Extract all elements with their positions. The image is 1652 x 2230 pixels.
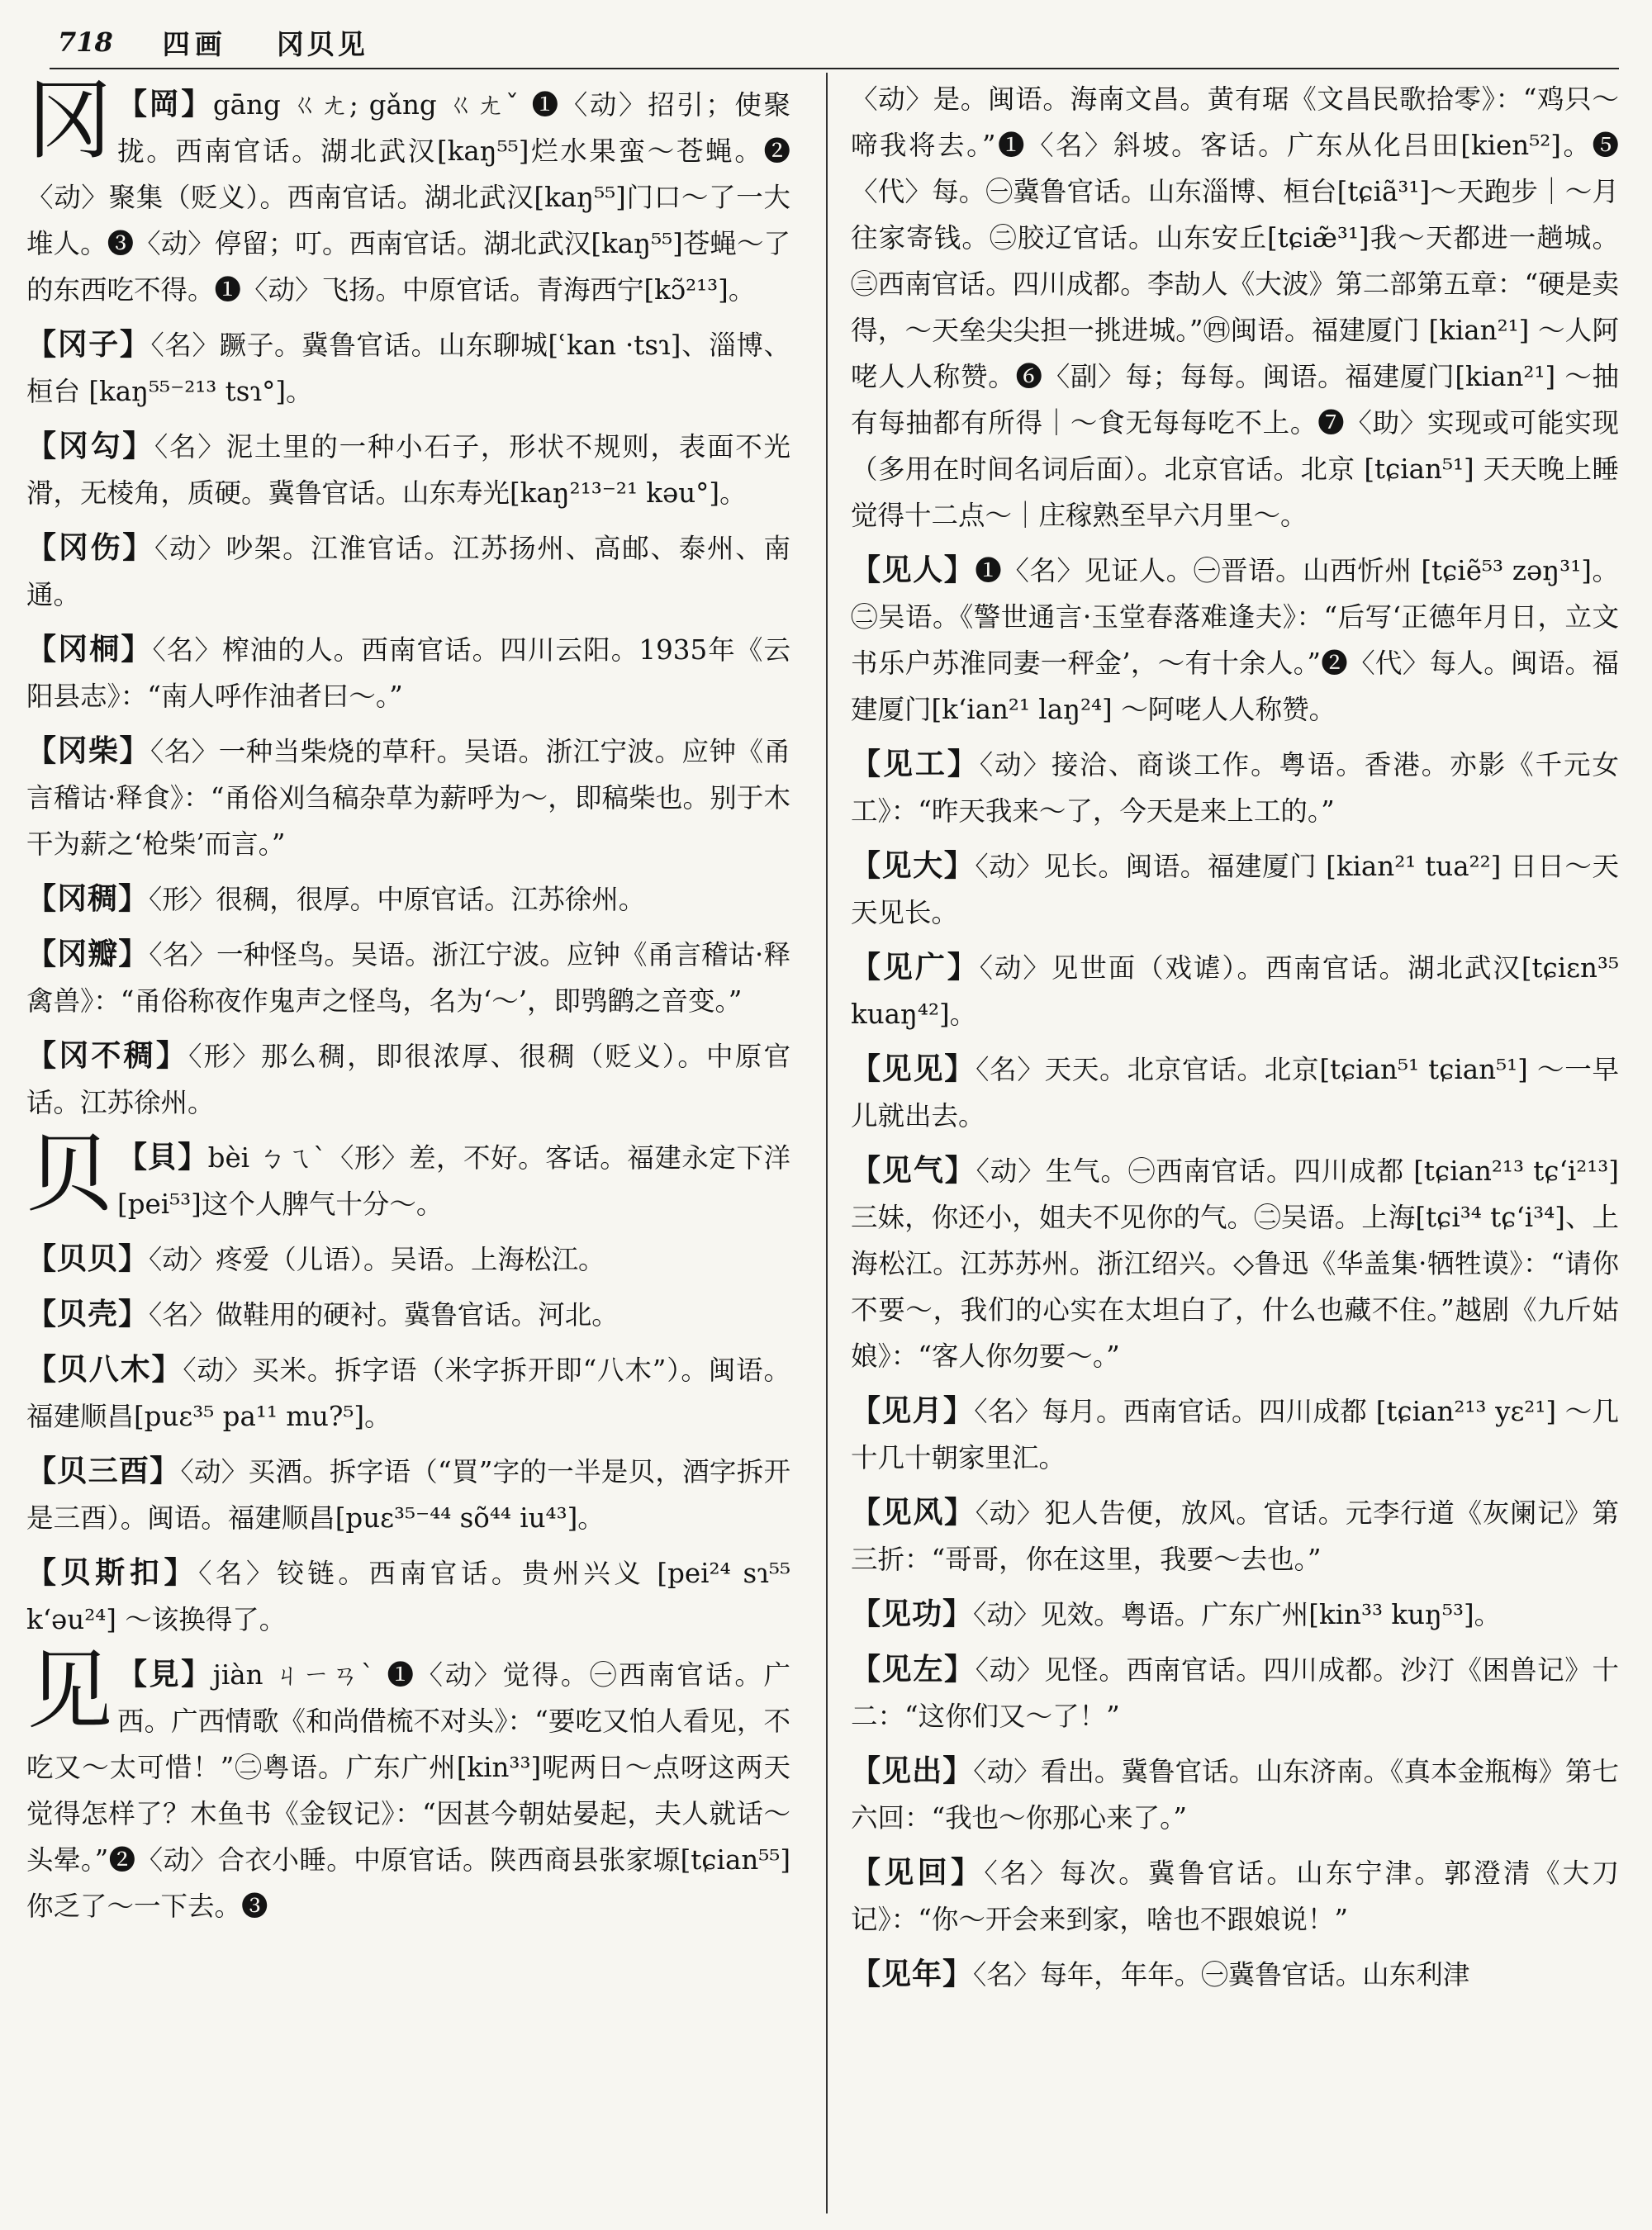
entry-definition: 〈动〉见世面（戏谑）。西南官话。湖北武汉[tɕiɛn³⁵ kuaŋ⁴²]。	[851, 952, 1619, 1030]
entry-definition: 〈动〉是。闽语。海南文昌。黄有琚《文昌民歌拾零》：“鸡只～啼我将去。”❶〈名〉斜坡。客话。广东从化吕田[kien⁵²]。❺〈代〉每。㊀冀鲁官话。山东淄博、桓台[tɕiã³¹]～天跑步｜～月往家寄钱。㊁胶辽官话。山东安丘[tɕiæ̃³¹]我～天都进一趟城。㊂西南官话。四川成都。李劼人《大波》第二部第五章：“硬是卖得，～天垒尖尖担一挑进城。”㊃闽语。福建厦门 [kian²¹] ～人阿咾人人称赞。❻〈副〉每；每每。闽语。福建厦门[kian²¹] ～抽有每抽都有所得｜～食无每每吃不上。❼〈助〉实现或可能实现（多用在时间名词后面）。北京官话。北京 [tɕian⁵¹] 天天晚上睡觉得十二点～｜庄稼熟至早六月里～。	[851, 83, 1619, 531]
dictionary-entry	[851, 1748, 1619, 1841]
character-entry	[26, 70, 790, 313]
entry-headword: 【见大】	[851, 848, 976, 883]
entry-headword: 【见风】	[851, 1495, 976, 1530]
dictionary-entry	[851, 1046, 1619, 1139]
dictionary-entry	[851, 547, 1619, 733]
dictionary-entry	[26, 1236, 790, 1283]
entry-headword: 【见左】	[851, 1652, 976, 1687]
entry-headword: 【冈不稠】	[26, 1038, 189, 1073]
dictionary-entry	[26, 524, 790, 618]
entry-headword: 【见月】	[851, 1393, 975, 1428]
entry-headword: 【见气】	[851, 1153, 976, 1188]
page-number: 718	[58, 26, 113, 58]
entry-headword: 【贝斯扣】	[26, 1555, 199, 1590]
traditional-form: 【見】	[117, 1657, 213, 1691]
entry-definition: 〈动〉疼爱（儿语）。吴语。上海松江。	[149, 1244, 605, 1275]
entry-headword: 【冈伤】	[26, 530, 155, 565]
entry-definition: 〈动〉生气。㊀西南官话。四川成都 [tɕian²¹³ tɕʻi²¹³] 三妹，你还小，姐夫不见你的气。㊁吴语。上海[tɕi³⁴ tɕʻi³⁴]、上海松江。江苏苏州。浙江绍兴。◇鲁迅《华盖集·牺牲谟》：“请你不要～，我们的心实在太坦白了，什么也藏不住。”越剧《九斤姑娘》：“客人你勿要～。”	[851, 1155, 1619, 1372]
dictionary-entry	[851, 1147, 1619, 1379]
entry-definition: 〈动〉看出。冀鲁官话。山东济南。《真本金瓶梅》第七六回：“我也～你那心来了。”	[851, 1756, 1619, 1834]
entry-definition: 〈名〉每月。西南官话。四川成都 [tɕian²¹³ yɛ²¹] ～几十几十朝家里汇。	[851, 1396, 1619, 1473]
entry-definition: 〈名〉蹶子。冀鲁官话。山东聊城[ʿkan ·tsɿ]、淄博、桓台 [kaŋ⁵⁵⁻²¹³ tsɿ°]。	[26, 330, 790, 407]
dictionary-entry	[26, 875, 790, 923]
dictionary-entry	[26, 1346, 790, 1440]
entry-definition: 〈动〉接洽、商谈工作。粤语。香港。亦影《千元女工》：“昨天我来～了，今天是来上工的。”	[851, 749, 1619, 827]
entry-headword: 【贝壳】	[26, 1297, 150, 1331]
header-rule	[50, 68, 1619, 69]
entry-definition: 〈名〉一种当柴烧的草秆。吴语。浙江宁波。应钟《甬言稽诂·释食》：“甬俗刈刍稿杂草为薪呼为～，即稿柴也。别于木干为薪之‘枪柴’而言。”	[26, 736, 790, 860]
dictionary-entry	[851, 741, 1619, 834]
entry-headword: 【冈稠】	[26, 881, 150, 916]
dictionary-entry	[26, 626, 790, 719]
dictionary-entry	[26, 1032, 790, 1126]
entry-definition: 〈动〉吵架。江淮官话。江苏扬州、高邮、泰州、南通。	[26, 533, 790, 610]
entry-definition: gāng ㄍㄤ; gǎng ㄍㄤˇ ❶〈动〉招引；使聚拢。西南官话。湖北武汉[kaŋ⁵⁵]烂水果蛮～苍蝇。❷〈动〉聚集（贬义）。西南官话。湖北武汉[kaŋ⁵⁵]门口～了一大堆人。❸〈动〉停留；叮。西南官话。湖北武汉[kaŋ⁵⁵]苍蝇～了的东西吃不得。❶〈动〉飞扬。中原官话。青海西宁[kɔ̃²¹³]。	[26, 89, 790, 306]
entry-definition: bèi ㄅㄟˋ〈形〉差，不好。客话。福建永定下洋[pei⁵³]这个人脾气十分～。	[117, 1142, 790, 1220]
dictionary-entry	[851, 1951, 1619, 1998]
entry-definition: 〈动〉犯人告便，放风。官话。元李行道《灰阑记》第三折：“哥哥，你在这里，我要～去也。”	[851, 1497, 1619, 1575]
dictionary-entry	[851, 842, 1619, 936]
dictionary-entry	[26, 1549, 790, 1643]
entry-headword: 【冈柴】	[26, 733, 150, 768]
character-entry	[26, 1640, 790, 1929]
headword-character: 见	[26, 1640, 113, 1741]
entry-headword: 【冈桐】	[26, 632, 153, 667]
dictionary-entry	[851, 944, 1619, 1037]
traditional-form: 【岡】	[117, 87, 213, 121]
entry-definition: ❶〈名〉见证人。㊀晋语。山西忻州 [tɕiẽ⁵³ zəŋ³¹]。㊁吴语。《警世通言·玉堂春落难逢夫》：“后写‘正德年月日，立文书乐户苏淮同妻一秤金’，～有十余人。”❷〈代〉每人。闽语。福建厦门[kʻian²¹ laŋ²⁴] ～阿咾人人称赞。	[851, 555, 1619, 725]
entry-definition: 〈名〉铰链。西南官话。贵州兴义 [pei²⁴ sɿ⁵⁵ kʻəu²⁴] ～该换得了。	[26, 1558, 790, 1635]
entry-definition: 〈名〉天天。北京官话。北京[tɕian⁵¹ tɕian⁵¹] ～一早儿就出去。	[851, 1054, 1619, 1132]
headword-character: 冈	[26, 70, 113, 171]
entry-definition: 〈名〉榨油的人。西南官话。四川云阳。1935年《云阳县志》：“南人呼作油者曰～。”	[26, 634, 790, 712]
character-entry	[26, 1123, 790, 1227]
dictionary-entry	[851, 1849, 1619, 1943]
entry-headword: 【见年】	[851, 1957, 974, 1991]
entry-definition: 〈形〉很稠，很厚。中原官话。江苏徐州。	[149, 884, 646, 915]
entry-headword: 【冈子】	[26, 327, 151, 362]
page-header	[58, 18, 1602, 66]
dictionary-entry	[851, 1646, 1619, 1739]
column-divider	[826, 73, 828, 2213]
entry-headword: 【见见】	[851, 1051, 976, 1086]
entry-headword: 【见工】	[851, 747, 980, 781]
entry-definition: 〈名〉每次。冀鲁官话。山东宁津。郭澄清《大刀记》：“你～开会来到家，啥也不跟娘说！”	[851, 1858, 1619, 1935]
entry-definition: 〈动〉买酒。拆字语（“買”字的一半是贝，酒字拆开是三酉）。闽语。福建顺昌[puɛ³⁵⁻⁴⁴ sõ⁴⁴ iu⁴³]。	[26, 1456, 790, 1534]
entry-headword: 【见回】	[851, 1855, 985, 1890]
dictionary-entry	[851, 1591, 1619, 1638]
entry-headword: 【见出】	[851, 1753, 974, 1788]
dictionary-entry	[851, 1388, 1619, 1481]
dictionary-entry	[26, 321, 790, 415]
entry-definition: 〈动〉买米。拆字语（米字拆开即“八木”）。闽语。福建顺昌[puɛ³⁵ pa¹¹ mu?⁵]。	[26, 1355, 790, 1432]
entry-headword: 【贝三酉】	[26, 1454, 181, 1488]
entry-headword: 【见人】	[851, 553, 976, 587]
entry-definition: 〈名〉做鞋用的硬衬。冀鲁官话。河北。	[149, 1299, 619, 1331]
left-column	[26, 70, 790, 1938]
entry-definition: 〈名〉每年，年年。㊀冀鲁官话。山东利津	[973, 1959, 1470, 1990]
entry-headword: 【见广】	[851, 950, 980, 985]
entry-headword: 【冈勾】	[26, 429, 155, 463]
header-characters: 冈贝见	[276, 27, 368, 60]
section-label: 四画	[162, 27, 227, 60]
entry-headword: 【贝八木】	[26, 1352, 183, 1387]
dictionary-entry	[26, 728, 790, 867]
dictionary-entry	[851, 1489, 1619, 1582]
dictionary-entry	[26, 1448, 790, 1541]
entry-definition: 〈形〉那么稠，即很浓厚、很稠（贬义）。中原官话。江苏徐州。	[26, 1041, 790, 1118]
headword-character: 贝	[26, 1123, 113, 1224]
entry-definition: jiàn ㄐㄧㄢˋ ❶〈动〉觉得。㊀西南官话。广西。广西情歌《和尚借梳不对头》：“要吃又怕人看见，不吃又～太可惜！”㊁粤语。广东广州[kin³³]呢两日～点呀这两天觉得怎样了？木鱼书《金钗记》：“因甚今朝姑晏起，夫人就话～头晕。”❷〈动〉合衣小睡。中原官话。陕西商县张家塬[tɕian⁵⁵] 你乏了～一下去。❸	[26, 1659, 790, 1922]
entry-definition: 〈动〉见效。粤语。广东广州[kin³³ kuŋ⁵³]。	[973, 1599, 1502, 1630]
entry-definition: 〈动〉见长。闽语。福建厦门 [kian²¹ tua²²] 日日～天天见长。	[851, 851, 1619, 928]
entry-headword: 【冈瓣】	[26, 937, 150, 971]
right-column	[851, 76, 1619, 2006]
dictionary-entry	[26, 1291, 790, 1338]
entry-headword: 【贝贝】	[26, 1241, 150, 1276]
dictionary-entry	[851, 76, 1619, 539]
entry-definition: 〈名〉泥土里的一种小石子，形状不规则，表面不光滑，无棱角，质硬。冀鲁官话。山东寿光[kaŋ²¹³⁻²¹ kəu°]。	[26, 431, 790, 509]
dictionary-entry	[26, 423, 790, 516]
traditional-form: 【貝】	[117, 1140, 208, 1174]
entry-definition: 〈动〉见怪。西南官话。四川成都。沙汀《困兽记》十二：“这你们又～了！”	[851, 1654, 1619, 1732]
entry-definition: 〈名〉一种怪鸟。吴语。浙江宁波。应钟《甬言稽诂·释禽兽》：“甬俗称夜作鬼声之怪鸟，名为‘～’，即鸮鹠之音变。”	[26, 939, 790, 1017]
dictionary-entry	[26, 931, 790, 1024]
entry-headword: 【见功】	[851, 1597, 974, 1631]
